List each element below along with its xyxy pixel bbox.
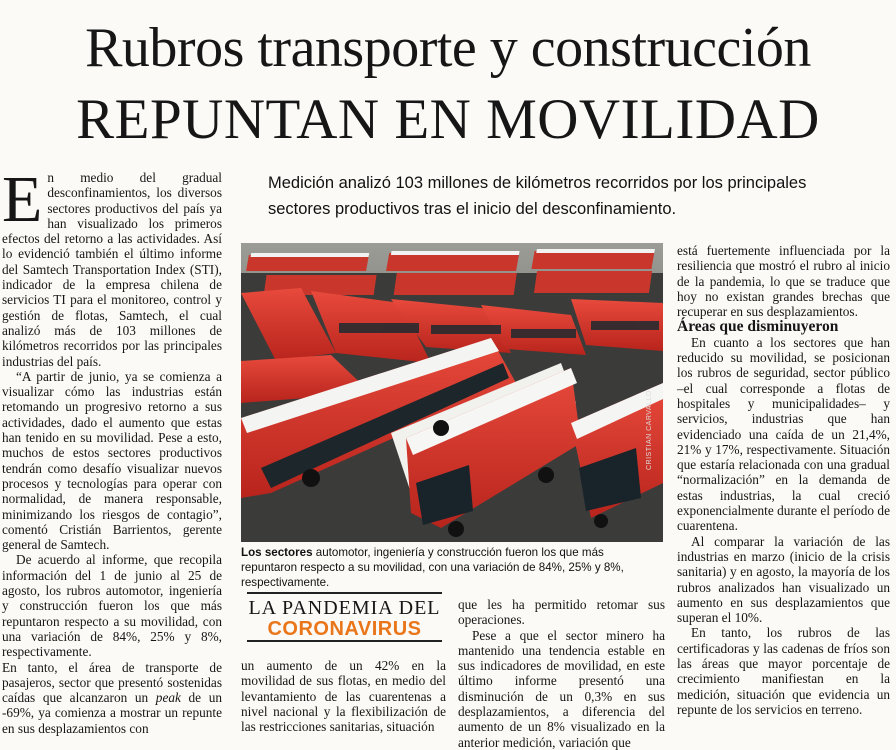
paragraph: está fuertemente influenciada por la resiliencia que mostró el rubro al inicio de la pandemia, lo que se traduce que hoy no existan grandes brechas que recuperar en sus desplazamientos. [677, 243, 890, 320]
section-heading: Áreas que disminuyeron [677, 318, 839, 336]
coronavirus-section-tag[interactable] [247, 592, 442, 642]
section-tag-line2: CORONAVIRUS [267, 618, 422, 640]
paragraph-2: “A partir de junio, ya se comienza a visualizar cómo las industrias están retomando un progresivo retorno a sus actividades, dado el aumento que estas han tenido en su movilidad. Pese a esto, muchos de estos sectores productivos tendrán como desafío visualizar nuevos procesos y tecnologías para operar con normalidad, de manera responsable, minimizando los riesgos de contagio”, comentó Cristián Barrientos, gerente general de Samtech. [2, 368, 222, 553]
photo-caption: Los sectores automotor, ingeniería y construcción fueron los que más repuntaron respecto a su movilidad, con una variación de 84%, 25% y 8%, respectivamente. [241, 546, 624, 589]
paragraph-1: En medio del gradual desconfinamientos, los diversos sectores productivos del país ya han visualizado los primeros efectos del retorno a las actividades. Así lo evidenció también el último informe del Samtech Transportation Index (STI), indicador de la empresa chilena de servicios TI para el monitoreo, control y gestión de flotas, Samtech, el cual analizó más de 103 millones de kilómetros recorridos por las principales industrias del país. [2, 163, 222, 369]
paragraph: un aumento de un 42% en la movilidad de sus flotas, en medio del levantamiento de las cuarentenas a nivel nacional y la flexibilización de las restricciones sanitarias, situación [241, 658, 446, 735]
article-column-4 [677, 243, 890, 717]
photo-credit: CRISTIAN CARVALLO [646, 390, 653, 470]
paragraph-3: De acuerdo al informe, que recopila información del 1 de junio al 25 de agosto, los rubros automotor, ingeniería y construcción fueron los que más repuntaron respecto a su movilidad, con una variación de 84%, 25% y 8%, respectivamente. [2, 552, 222, 660]
drop-cap: E [2, 163, 43, 236]
article-column-2 [241, 658, 446, 734]
paragraph-4: En tanto, el área de transporte de pasajeros, sector que presentó sostenidas caídas que alcanzaron un peak de un -69%, ya comienza a mostrar un repunte en sus desplazamientos con [2, 659, 223, 736]
paragraph: que les ha permitido retomar sus operaciones. [458, 597, 665, 628]
buses-illustration [241, 243, 663, 542]
section-tag-line1: LA PANDEMIA DEL [248, 597, 441, 619]
article-column-1 [2, 163, 223, 736]
paragraph: En tanto, los rubros de las certificadoras y las cadenas de fríos son las áreas que mayor porcentaje de crecimiento manifiestan en la medición, situación que evidencia un repunte de los servicios en terreno. [677, 625, 890, 717]
subheadline: Medición analizó 103 millones de kilómetros recorridos por los principales sectores productivos tras el inicio del desconfinamiento. [268, 174, 807, 218]
headline-line2: REPUNTAN EN MOVILIDAD [76, 88, 820, 151]
article-column-3 [458, 597, 665, 750]
paragraph: Al comparar la variación de las industrias en marzo (inicio de la crisis sanitaria) y en agosto, la mayoría de los rubros analizados han visualizado un aumento en sus desplazamientos que superan el 10%. [677, 533, 890, 626]
paragraph: Pese a que el sector minero ha mantenido una tendencia estable en sus indicadores de movilidad, en este último informe presentó una disminución de un 0,3% en sus desplazamientos, a diferencia del aumento de un 8% visualizado en la anterior medición, variación que [458, 627, 665, 750]
bus-depot-photo [241, 243, 663, 542]
headline-line1: Rubros transporte y construcción [85, 17, 811, 79]
paragraph: En cuanto a los sectores que han reducido su movilidad, se posicionan los rubros de seguridad, sector público –el cual corresponde a flotas de hospitales y municipalidades– y servicios, industrias que han evidenciado una caída de un 21,4%, 21% y 17%, respectivamente. Situación que estaría relacionada con una gradual “normalización” en la demanda de estas industrias, la cual creció exponencialmente durante el período de cuarentena. [677, 334, 890, 534]
